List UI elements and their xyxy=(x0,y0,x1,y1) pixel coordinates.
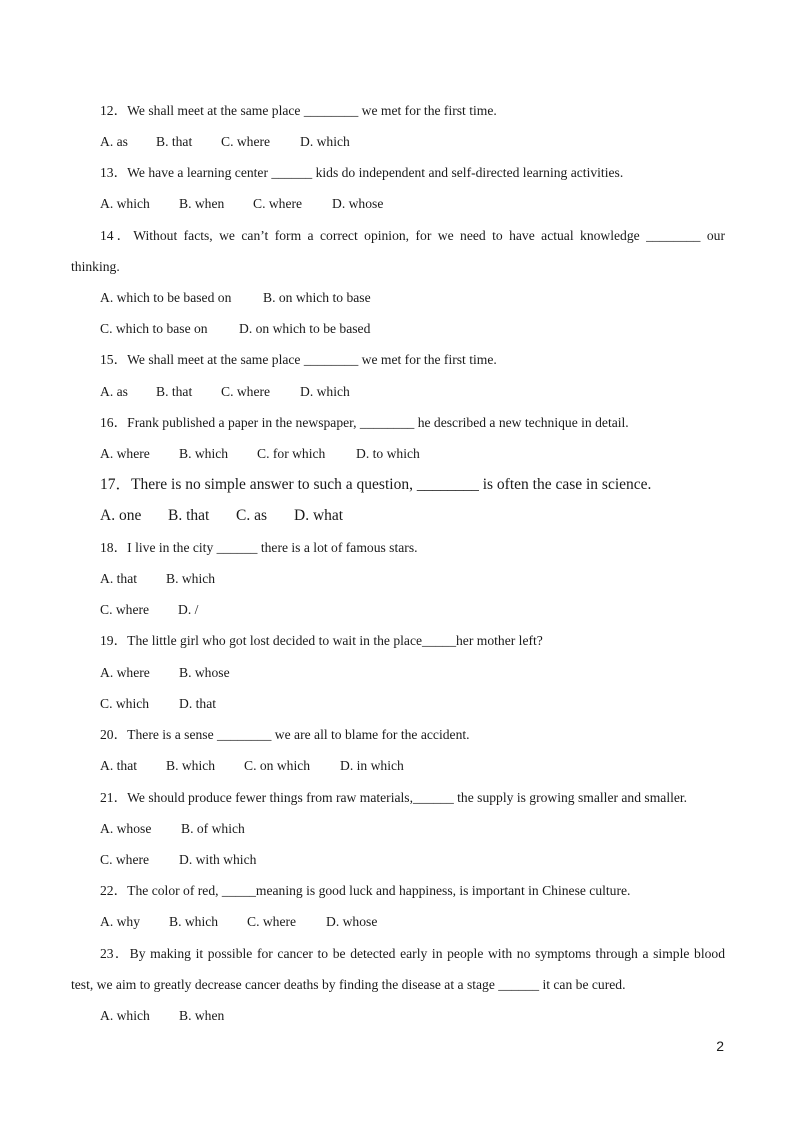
option-d: D. with which xyxy=(179,852,257,867)
question-22-text: 22．The color of red, _____meaning is good luck and happiness, is important in Chinese culture. xyxy=(100,883,631,898)
option-a: A. as xyxy=(100,134,128,149)
option-a: A. where xyxy=(100,446,150,461)
question-23-text: 23．By making it possible for cancer to be detected early in people with no symptoms through a simple blood xyxy=(100,946,725,961)
question-23-options-row1 xyxy=(100,1007,224,1025)
question-16-options xyxy=(100,445,420,463)
option-c: C. as xyxy=(236,507,267,524)
option-b: B. when xyxy=(179,1008,225,1023)
question-18-options-row1 xyxy=(100,570,215,588)
option-b: B. that xyxy=(168,507,210,524)
option-a: A. which xyxy=(100,196,150,211)
option-d: D. that xyxy=(179,696,216,711)
question-17-text: 17．There is no simple answer to such a question, ________ is often the case in science. xyxy=(100,476,652,493)
question-21-text: 21．We should produce fewer things from raw materials,______ the supply is growing smaller and smaller. xyxy=(100,790,688,805)
question-17-options xyxy=(100,507,343,525)
question-12-options xyxy=(100,133,350,151)
option-d: D. to which xyxy=(356,446,420,461)
question-15-text: 15．We shall meet at the same place ________ we met for the first time. xyxy=(100,352,497,367)
question-14-options-row2 xyxy=(100,320,370,338)
page-number: 2 xyxy=(716,1038,724,1054)
option-a: A. where xyxy=(100,665,150,680)
option-c: C. where xyxy=(253,196,303,211)
option-a: A. why xyxy=(100,914,141,929)
question-18-text: 18．I live in the city ______ there is a lot of famous stars. xyxy=(100,540,418,555)
question-14-text: 14．Without facts, we can’t form a correct opinion, for we need to have actual knowledge ________ our xyxy=(100,228,725,243)
question-16-text: 16．Frank published a paper in the newspaper, ________ he described a new technique in detail. xyxy=(100,415,629,430)
question-19-options-row1 xyxy=(100,664,230,682)
option-b: B. which xyxy=(169,914,219,929)
option-b: B. when xyxy=(179,196,225,211)
option-b: B. that xyxy=(156,384,193,399)
question-22-options xyxy=(100,913,377,931)
question-21-options-row2 xyxy=(100,851,256,869)
option-a: A. whose xyxy=(100,821,152,836)
question-18-options-row2 xyxy=(100,601,198,619)
question-19-text: 19．The little girl who got lost decided to wait in the place_____her mother left? xyxy=(100,633,543,648)
question-13-text: 13．We have a learning center ______ kids do independent and self-directed learning activities. xyxy=(100,165,624,180)
option-b: B. on which to base xyxy=(263,290,371,305)
question-20-text: 20．There is a sense ________ we are all to blame for the accident. xyxy=(100,727,470,742)
question-20-options xyxy=(100,757,404,775)
question-13-options xyxy=(100,195,383,213)
question-14-text-continued: thinking. xyxy=(71,259,120,274)
option-d: D. whose xyxy=(332,196,384,211)
option-d: D. on which to be based xyxy=(239,321,371,336)
option-a: A. which to be based on xyxy=(100,290,232,305)
option-d: D. what xyxy=(294,507,344,524)
option-b: B. whose xyxy=(179,665,230,680)
option-c: C. where xyxy=(221,384,271,399)
option-c: C. where xyxy=(247,914,297,929)
option-b: B. of which xyxy=(181,821,245,836)
option-b: B. which xyxy=(179,446,229,461)
option-c: C. which xyxy=(100,696,150,711)
option-c: C. where xyxy=(221,134,271,149)
question-15-options xyxy=(100,383,350,401)
option-d: D. / xyxy=(178,602,199,617)
question-23-text-continued: test, we aim to greatly decrease cancer deaths by finding the disease at a stage ______ it can be cured. xyxy=(71,977,626,992)
option-c: C. on which xyxy=(244,758,311,773)
option-a: A. that xyxy=(100,758,137,773)
question-19-options-row2 xyxy=(100,695,216,713)
option-c: C. where xyxy=(100,852,150,867)
option-c: C. where xyxy=(100,602,150,617)
option-d: D. which xyxy=(300,384,350,399)
option-d: D. which xyxy=(300,134,350,149)
option-b: B. that xyxy=(156,134,193,149)
option-a: A. one xyxy=(100,507,142,524)
option-a: A. which xyxy=(100,1008,150,1023)
option-a: A. as xyxy=(100,384,128,399)
option-b: B. which xyxy=(166,571,216,586)
option-d: D. in which xyxy=(340,758,404,773)
option-c: C. for which xyxy=(257,446,326,461)
option-b: B. which xyxy=(166,758,216,773)
question-14-options-row1 xyxy=(100,289,371,307)
option-d: D. whose xyxy=(326,914,378,929)
question-21-options-row1 xyxy=(100,820,245,838)
option-a: A. that xyxy=(100,571,137,586)
question-12-text: 12．We shall meet at the same place ________ we met for the first time. xyxy=(100,103,497,118)
option-c: C. which to base on xyxy=(100,321,208,336)
